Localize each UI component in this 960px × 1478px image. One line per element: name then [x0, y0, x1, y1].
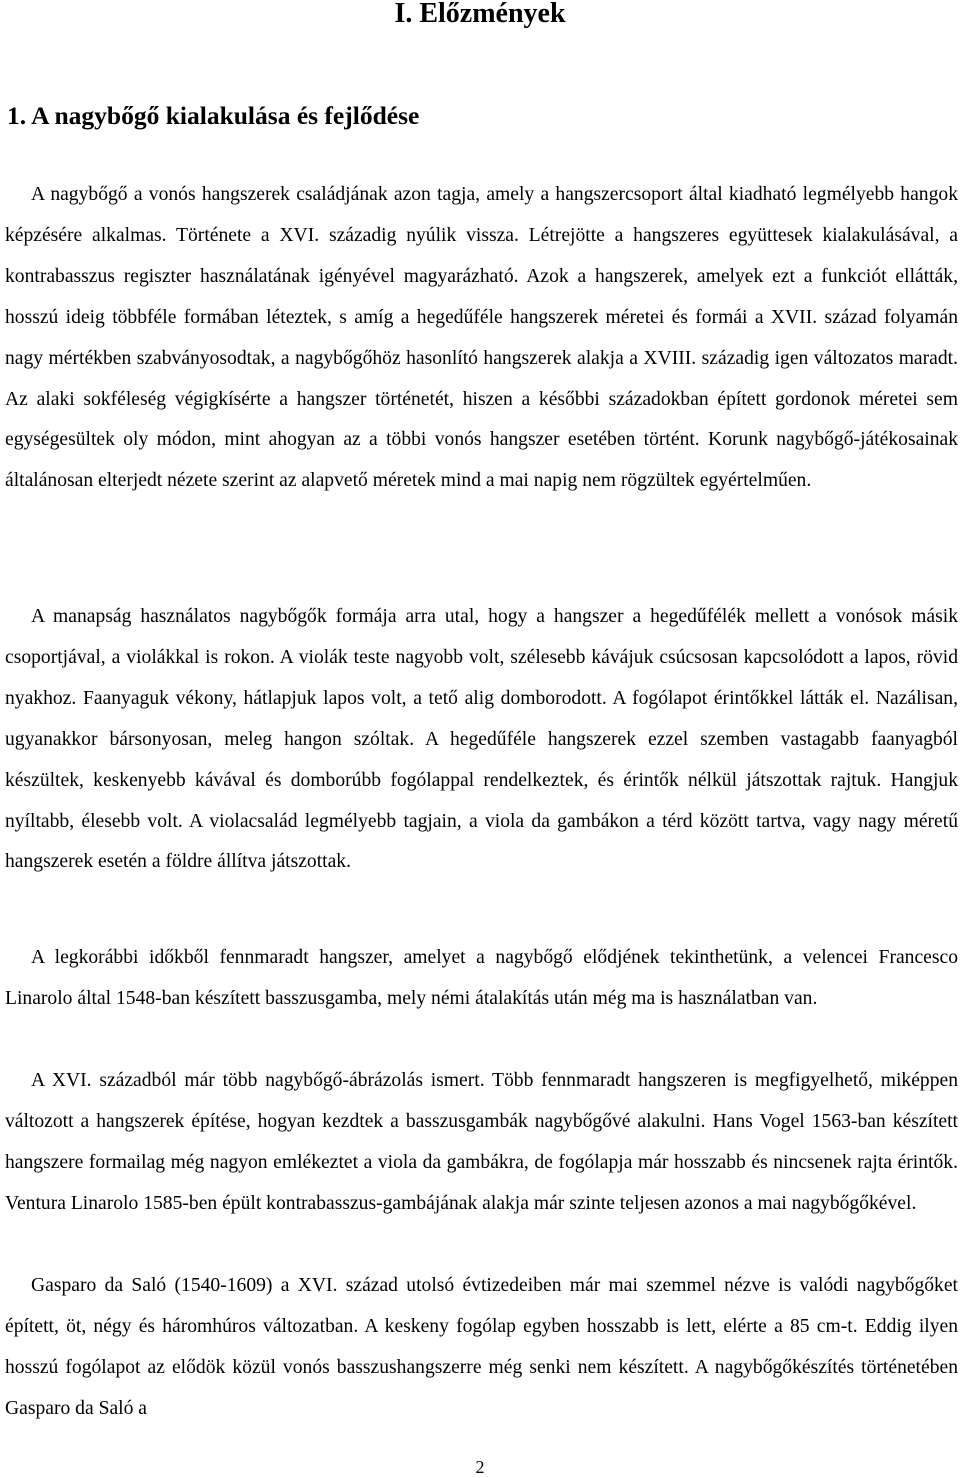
paragraph: A manapság használatos nagybőgők formája arra utal, hogy a hangszer a hegedűfélék mellett a vonósok másik csoportjával, a violákkal is rokon. A violák teste nagyobb volt, szélesebb kávájuk csúcsosan kapcsolódott a lapos, rövid nyakhoz. Faanyaguk vékony, hátlapjuk lapos volt, a tető alig domborodott. A fogólapot érintőkkel látták el. Nazálisan, ugyanakkor bársonyosan, meleg hangon szóltak. A hegedűféle hangszerek ezzel szemben vastagabb faanyagból készültek, keskenyebb kávával és domborúbb fogólappal rendelkeztek, és érintők nélkül játszottak rajtuk. Hangjuk nyíltabb, élesebb volt. A violacsalád legmélyebb tagjain, a viola da gambákon a térd között tartva, vagy nagy méretű hangszerek esetén a földre állítva játszottak. [5, 606, 958, 873]
paragraph: A legkorábbi időkből fennmaradt hangszer, amelyet a nagybőgő elődjének tekinthetünk, a velencei Francesco Linarolo által 1548-ban készített basszusgamba, mely némi átalakítás után még ma is használatban van. [5, 947, 958, 1009]
paragraph: A nagybőgő a vonós hangszerek családjának azon tagja, amely a hangszercsoport által kiadható legmélyebb hangok képzésére alkalmas. Története a XVI. századig nyúlik vissza. Létrejötte a hangszeres együttesek kialakulásával, a kontrabasszus regiszter használatának igényével magyarázható. Azok a hangszerek, amelyek ezt a funkciót ellátták, hosszú ideig többféle formában léteztek, s amíg a hegedűféle hangszerek méretei és formái a XVII. század folyamán nagy mértékben szabványosodtak, a nagybőgőhöz hasonlító hangszerek alakja a XVIII. századig igen változatos maradt. Az alaki sokféleség végigkísérte a hangszer történetét, hiszen a későbbi századokban épített gordonok méretei sem egységesültek oly módon, mint ahogyan az a többi vonós hangszer esetében történt. Korunk nagybőgő-játékosainak általánosan elterjedt nézete szerint az alapvető méretek mind a mai napig nem rögzültek egyértelműen. [5, 184, 958, 492]
chapter-title: I. Előzmények [394, 0, 566, 29]
page-number: 2 [475, 1457, 485, 1477]
paragraph: A XVI. századból már több nagybőgő-ábrázolás ismert. Több fennmaradt hangszeren is megfigyelhető, miképpen változott a hangszerek építése, hogyan kezdtek a basszusgambák nagybőgővé alakulni. Hans Vogel 1563-ban készített hangszere formailag még nagyon emlékeztet a viola da gambákra, de fogólapja már hosszabb és nincsenek rajta érintők. Ventura Linarolo 1585-ben épült kontrabasszus-gambájának alakja már szinte teljesen azonos a mai nagybőgőkével. [5, 1070, 958, 1214]
paragraph: Gasparo da Saló (1540-1609) a XVI. század utolsó évtizedeiben már mai szemmel nézve is valódi nagybőgőket épített, öt, négy és háromhúros változatban. A keskeny fogólap egyben hosszabb is lett, elérte a 85 cm-t. Eddig ilyen hosszú fogólapot az elődök közül vonós basszushangszerre még senki nem készített. A nagybőgőkészítés történetében Gasparo da Saló a [5, 1275, 958, 1419]
section-title: 1. A nagybőgő kialakulása és fejlődése [7, 101, 420, 130]
